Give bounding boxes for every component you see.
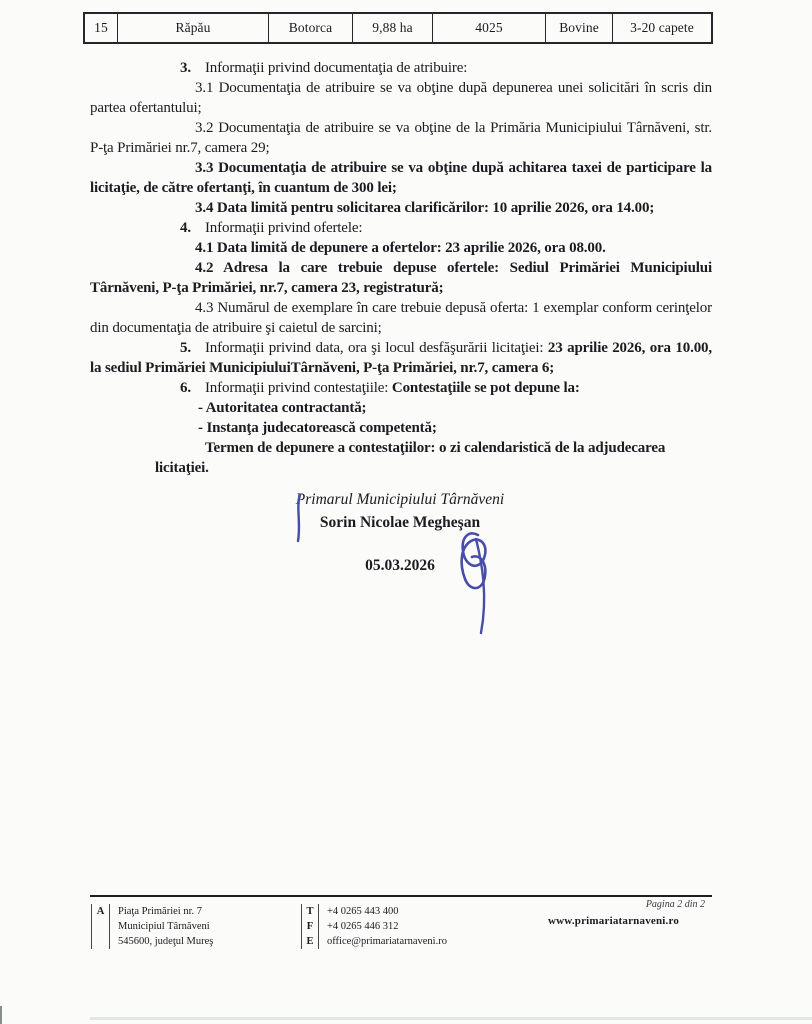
address-letter: A <box>96 906 105 917</box>
item-text: Informaţii privind documentaţia de atribuire: <box>204 60 468 76</box>
signature-ink-icon <box>270 483 510 653</box>
table-cell-head-count: 3-20 capete <box>630 20 694 35</box>
address-line: Piaţa Primăriei nr. 7 <box>118 906 202 917</box>
fax-letter: F <box>302 919 319 934</box>
list-item-4-2: 4.2 Adresa la care trebuie depuse ofertele: Sediul Primăriei Municipiului Târnăveni, P-ţa Primăriei, nr.7, camera 23, registratură; <box>90 260 712 296</box>
footer-contact-block <box>301 904 447 949</box>
document-body <box>90 58 712 478</box>
phone-letter: T <box>302 904 319 919</box>
table-cell-area: 9,88 ha <box>353 14 433 42</box>
item-number: 4. <box>180 220 191 236</box>
item-number: 5. <box>180 340 191 356</box>
address-line: Municipiul Târnăveni <box>118 921 210 932</box>
item-number: 3. <box>180 60 191 76</box>
item-text: Informaţii privind contestaţiile: <box>204 380 392 396</box>
signature-date: 05.03.2026 <box>365 557 435 574</box>
list-item-4-1: 4.1 Data limită de depunere a ofertelor: 23 aprilie 2026, ora 08.00. <box>195 240 606 256</box>
table-cell-number: 4025 <box>433 14 546 42</box>
table-cell-name: Răpău <box>118 14 269 42</box>
phone-value: +4 0265 443 400 <box>327 906 399 917</box>
fax-value: +4 0265 446 312 <box>327 921 399 932</box>
list-item-3 <box>90 58 712 78</box>
list-item-3-4: 3.4 Data limită pentru solicitarea clarificărilor: 10 aprilie 2026, ora 14.00; <box>195 200 655 216</box>
list-item-4 <box>90 218 712 238</box>
dash-item-court: - Instanţa judecatorească competentă; <box>198 420 437 436</box>
table-cell-animal-type: Bovine <box>546 14 613 42</box>
item-number: 6. <box>180 380 191 396</box>
dash-item-authority: - Autoritatea contractantă; <box>198 400 367 416</box>
list-item-6 <box>90 378 712 398</box>
footer-address-block <box>91 904 213 949</box>
offer-table-row <box>83 12 713 44</box>
email-letter: E <box>302 934 319 949</box>
list-item-3-2: 3.2 Documentaţia de atribuire se va obţine de la Primăria Municipiului Târnăveni, str. P-ţa Primăriei nr.7, camera 29; <box>90 120 712 156</box>
signer-title: Primarul Municipiului Târnăveni <box>295 491 505 508</box>
scan-edge-artifact <box>90 1017 812 1020</box>
signer-name: Sorin Nicolae Megheşan <box>319 514 481 531</box>
list-item-5 <box>90 338 712 378</box>
item-text: Informaţii privind ofertele: <box>204 220 363 236</box>
list-item-3-3: 3.3 Documentaţia de atribuire se va obţine după achitarea taxei de participare la licitaţie, de către ofertanţi, în cuantum de 300 lei; <box>90 160 712 196</box>
footer-website: www.primariatarnaveni.ro <box>548 915 680 927</box>
item-text-bold: Contestaţiile se pot depune la: <box>391 380 580 396</box>
deadline-paragraph: Termen de depunere a contestaţiilor: o zi calendaristică de la adjudecarea licitaţiei. <box>155 440 666 476</box>
email-value: office@primariatarnaveni.ro <box>327 936 447 947</box>
item-text: Informaţii privind data, ora şi locul desfăşurării licitaţiei: <box>204 340 548 356</box>
scan-corner-artifact <box>0 1006 2 1024</box>
table-cell-location: Botorca <box>269 14 353 42</box>
list-item-3-1: 3.1 Documentaţia de atribuire se va obţine după depunerea unei solicitări în scris din partea ofertantului; <box>90 80 712 116</box>
item-text-bold: 23 aprilie 2026, ora 10.00, la sediul Primăriei MunicipiuluiTârnăveni, P-ţa Primăriei, nr.7, camera 6; <box>90 340 712 376</box>
address-line: 545600, judeţul Mureş <box>118 936 214 947</box>
list-item-4-3: 4.3 Numărul de exemplare în care trebuie depusă oferta: 1 exemplar conform cerinţelor din documentaţia de atribuire şi caietul de sarcini; <box>90 300 712 336</box>
page-number: Pagina 2 din 2 <box>645 899 705 910</box>
footer-divider <box>90 895 712 897</box>
table-cell-position: 15 <box>85 14 118 42</box>
